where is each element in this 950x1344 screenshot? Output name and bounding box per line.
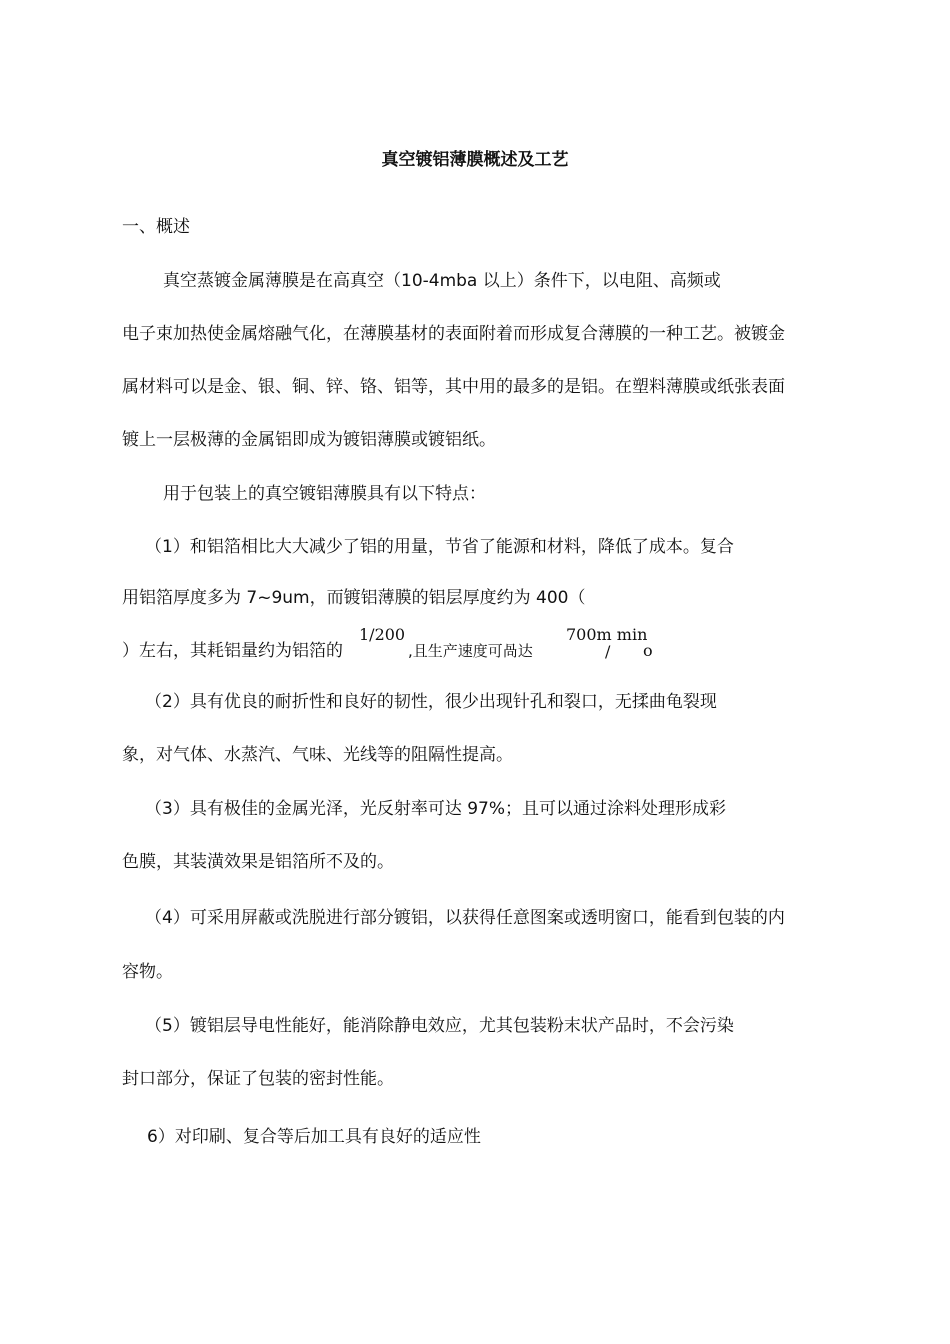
list-item-line [122, 639, 343, 663]
list-item-line: （3）具有极佳的金属光泽，光反射率可达 97%；且可以通过涂料处理形成彩 [145, 799, 727, 819]
paragraph-line: 镀上一层极薄的金属铝即成为镀铝薄膜或镀铝纸。 [122, 430, 496, 450]
text-segment: ,且生产速度可咼达 [408, 642, 533, 660]
list-item-line: （4）可采用屏蔽或洗脱进行部分镀铝，以获得任意图案或透明窗口，能看到包装的内 [145, 908, 785, 928]
list-item-line: 用铝箔厚度多为 7~9um，而镀铝薄膜的铝层厚度约为 400（ [122, 588, 586, 608]
document-title: 真空镀铝薄膜概述及工艺 [381, 150, 569, 170]
section-heading: 一、概述 [122, 217, 190, 237]
list-item-line: （5）镀铝层导电性能好，能消除静电效应，尤其包装粉末状产品时，不会污染 [145, 1016, 734, 1036]
list-item-line: 色膜，其装潢效果是铝箔所不及的。 [122, 852, 394, 872]
paragraph-line: 属材料可以是金、银、铜、锌、铬、铝等，其中用的最多的是铝。在塑料薄膜或纸张表面 [122, 377, 785, 397]
list-item-line: 6）对印刷、复合等后加工具有良好的适应性 [147, 1127, 481, 1147]
paragraph-line: 用于包装上的真空镀铝薄膜具有以下特点： [163, 484, 486, 504]
list-item-line: （1）和铝箔相比大大减少了铝的用量，节省了能源和材料，降低了成本。复合 [145, 537, 734, 557]
paragraph-line: 电子束加热使金属熔融气化，在薄膜基材的表面附着而形成复合薄膜的一种工艺。被镀金 [122, 324, 785, 344]
list-item-line: 容物。 [122, 962, 173, 982]
list-item-line: 象，对气体、水蒸汽、气味、光线等的阻隔性提高。 [122, 745, 513, 765]
list-item-line: 封口部分，保证了包装的密封性能。 [122, 1069, 394, 1089]
speed-text: 700m min [566, 625, 648, 644]
paragraph-line: 真空蒸镀金属薄膜是在高真空（10-4mba 以上）条件下，以电阻、高频或 [163, 271, 721, 291]
list-item-line: （2）具有优良的耐折性和良好的韧性，很少出现针孔和裂口，无揉曲龟裂现 [145, 692, 717, 712]
text-segment: ）左右，其耗铝量约为铝箔的 [122, 641, 343, 661]
end-text: o [643, 641, 653, 660]
fraction-text: 1/200 [359, 625, 406, 644]
slash-text: / [605, 642, 611, 661]
